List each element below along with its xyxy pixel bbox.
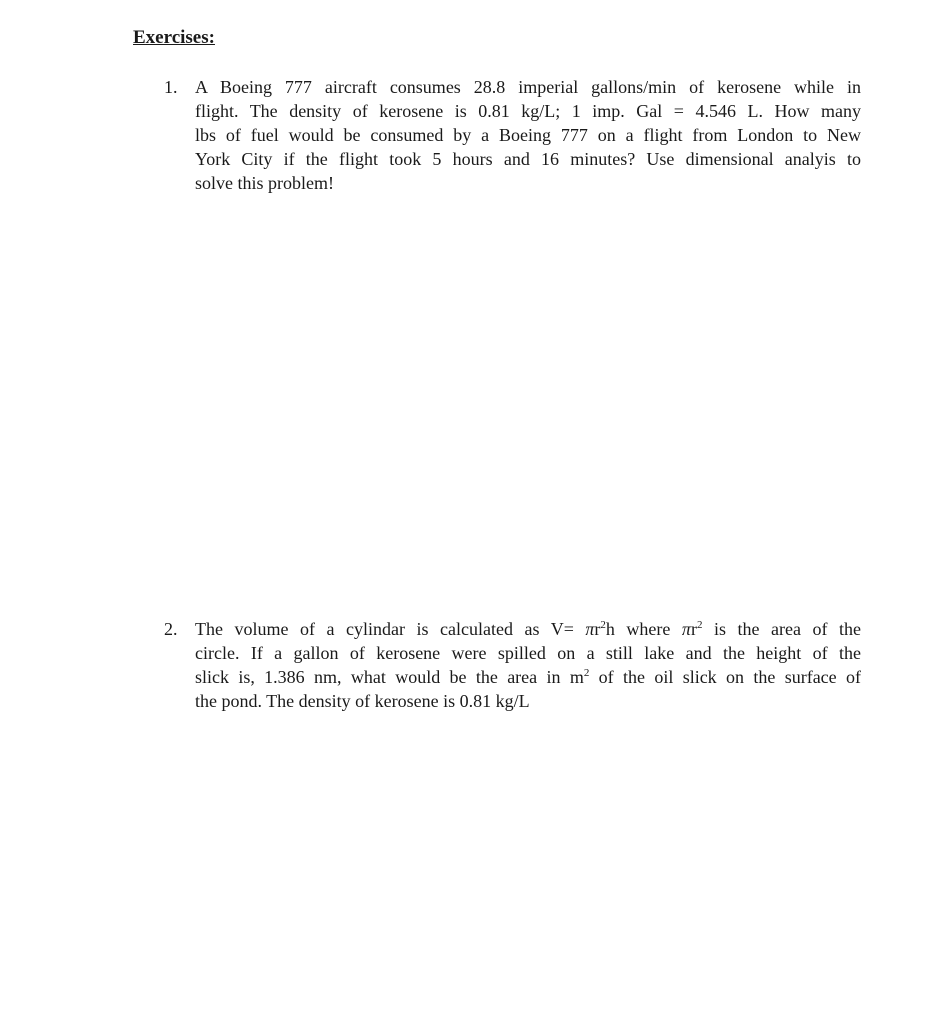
text-line: circle. If a gallon of kerosene were spilled on a still lake and the height of the: [195, 643, 861, 663]
exercises-heading: Exercises:: [133, 27, 215, 48]
text-line: York City if the flight took 5 hours and 16 minutes? Use dimensional analyis to: [195, 149, 861, 169]
pi-symbol: π: [585, 619, 595, 639]
superscript: 2: [583, 667, 590, 679]
exercise-number: 2.: [164, 619, 178, 639]
text-fragment: The volume of a cylindar is calculated as V=: [195, 619, 586, 639]
superscript: 2: [696, 619, 703, 631]
exercise-text: [195, 617, 861, 713]
exercise-text: [195, 75, 861, 195]
text-fragment: h where: [605, 619, 682, 639]
text-fragment: slick is, 1.386 nm, what would be the area in m: [195, 667, 584, 687]
text-line: flight. The density of kerosene is 0.81 kg/L; 1 imp. Gal = 4.546 L. How many: [195, 101, 861, 121]
text-fragment: of the oil slick on the surface of: [589, 667, 861, 687]
text-fragment: r: [690, 619, 697, 639]
text-line: solve this problem!: [195, 173, 334, 193]
text-line: [195, 617, 861, 641]
text-line: lbs of fuel would be consumed by a Boeing 777 on a flight from London to New: [195, 125, 861, 145]
superscript: 2: [600, 619, 606, 631]
pi-symbol: π: [681, 619, 691, 639]
text-fragment: is the area of the: [702, 619, 861, 639]
text-line: A Boeing 777 aircraft consumes 28.8 imperial gallons/min of kerosene while in: [195, 77, 861, 97]
text-fragment: r: [594, 619, 601, 639]
text-line: [195, 665, 861, 689]
text-line: the pond. The density of kerosene is 0.81 kg/L: [195, 691, 530, 711]
exercise-number: 1.: [164, 77, 178, 97]
